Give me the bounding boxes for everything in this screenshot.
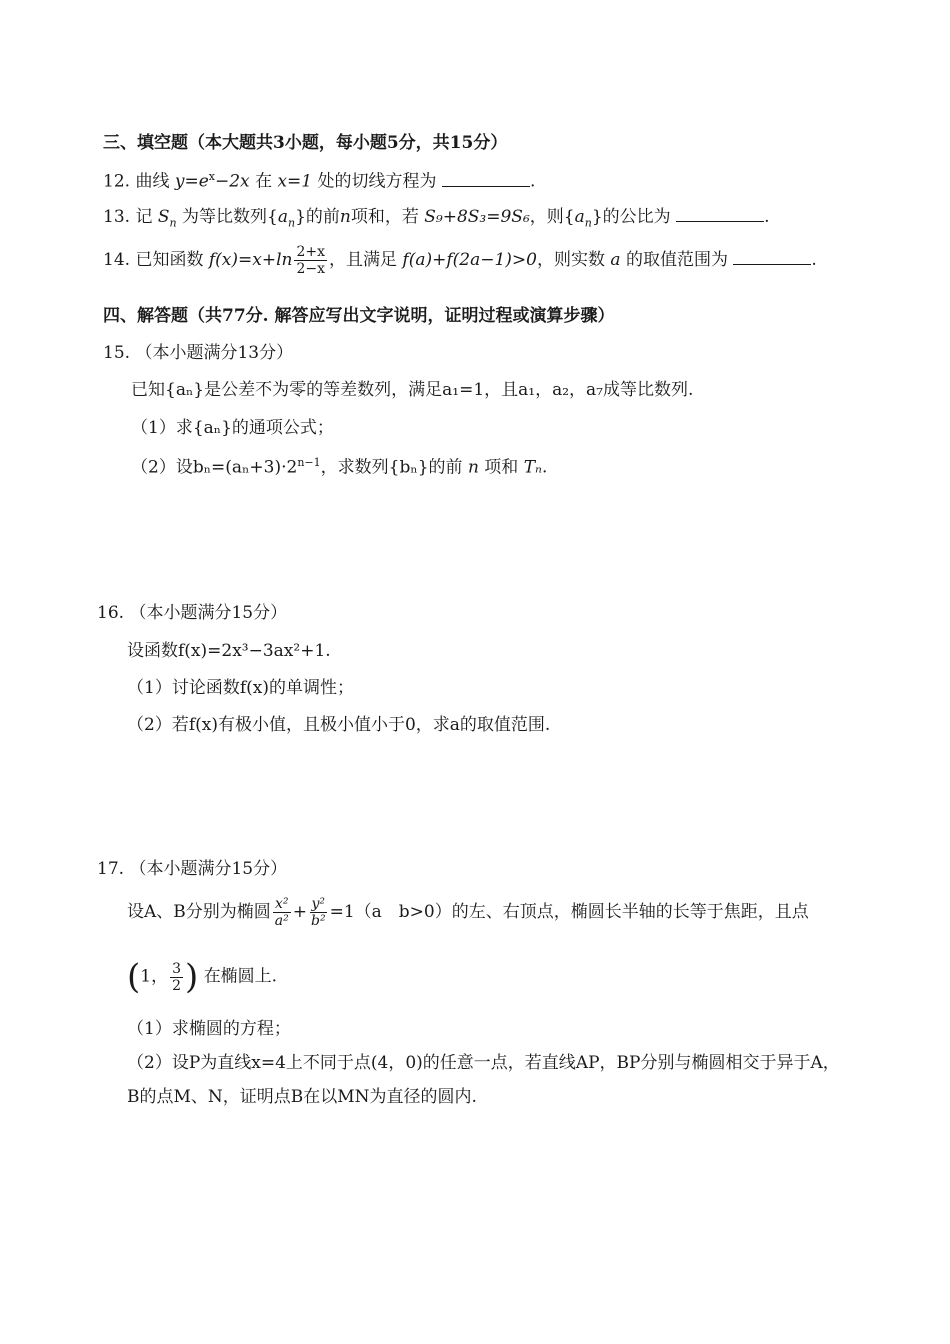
question-text: 处的切线方程为	[317, 171, 437, 192]
question-13	[103, 206, 769, 231]
question-number: 13.	[103, 207, 131, 227]
punctuation: .	[764, 207, 770, 227]
formula: a	[277, 207, 288, 227]
operator: +	[292, 902, 307, 923]
question-text: 在	[255, 171, 273, 192]
punctuation: .	[529, 171, 536, 192]
paren-left: (	[127, 957, 141, 997]
question-15-header	[103, 342, 293, 364]
formula: x=1	[277, 171, 313, 192]
question-14	[103, 244, 817, 277]
question-16-stem: 设函数f(x)=2x³−3ax²+1.	[127, 641, 331, 661]
answer-blank[interactable]	[676, 207, 764, 222]
fraction	[273, 896, 291, 929]
fraction	[170, 961, 183, 994]
question-15-stem: 已知{aₙ}是公差不为零的等差数列，满足a₁=1，且a₁，a₂，a₇成等比数列.	[131, 380, 694, 400]
question-17-part-2-line-1: （2）设P为直线x=4上不同于点(4，0)的任意一点，若直线AP，BP分别与椭圆相交于异于A，	[127, 1053, 840, 1073]
question-17-part-1: （1）求椭圆的方程；	[127, 1019, 291, 1039]
question-text: ，求数列{bₙ}的前	[320, 457, 463, 478]
question-text: ，则实数	[537, 250, 605, 271]
question-number: 12.	[103, 171, 131, 192]
formula-subscript: n	[287, 216, 296, 230]
fraction-numerator: x²	[275, 896, 289, 912]
punctuation: .	[811, 250, 817, 271]
formula: n	[467, 457, 479, 478]
fraction-denominator: a²	[274, 913, 289, 930]
formula: f(x)=x+ln	[208, 250, 293, 271]
formula-subscript: n	[169, 216, 177, 230]
formula: S	[157, 207, 170, 227]
formula: n	[339, 207, 351, 227]
question-17-header	[97, 858, 287, 880]
section-fill-blank-title: 三、填空题（本大题共3小题，每小题5分，共15分）	[103, 133, 508, 153]
question-17-stem-line-1	[127, 896, 809, 929]
question-16-part-1: （1）讨论函数f(x)的单调性；	[127, 678, 354, 698]
question-text: 曲线	[135, 171, 170, 192]
question-text: }的前	[295, 207, 340, 227]
fraction	[294, 244, 327, 277]
fraction-numerator: y²	[311, 896, 326, 912]
question-number: 15.	[103, 343, 131, 363]
question-16-part-2: （2）若f(x)有极小值，且极小值小于0，求a的取值范围.	[127, 715, 551, 735]
formula: a	[574, 207, 585, 227]
question-number: 16.	[97, 603, 125, 623]
fraction-denominator: 2−x	[296, 261, 326, 278]
fraction-numerator: 3	[172, 960, 182, 977]
question-score: （本小题满分15分）	[129, 603, 288, 623]
question-text: 设A、B分别为椭圆	[127, 902, 271, 923]
question-number: 17.	[97, 859, 125, 879]
question-text: 的取值范围为	[625, 250, 728, 271]
question-text: 项和	[484, 457, 519, 478]
question-17-stem-line-2	[127, 955, 277, 999]
fraction-denominator: b²	[311, 913, 326, 930]
question-text: 为等比数列{	[182, 207, 278, 227]
question-text: ，则{	[529, 207, 575, 227]
question-text: 已知函数	[135, 250, 204, 271]
formula-superscript: x	[208, 170, 215, 183]
fraction-numerator: 2+x	[296, 244, 326, 260]
formula: f(a)+f(2a−1)>0	[402, 250, 537, 271]
question-text: =1（a b>0）的左、右顶点，椭圆长半轴的长等于焦距，且点	[329, 902, 809, 923]
punctuation: .	[541, 457, 548, 478]
paren-right: )	[185, 957, 199, 997]
question-16-header	[97, 602, 287, 624]
formula-subscript: n	[584, 216, 592, 230]
formula-superscript: n−1	[297, 456, 321, 469]
question-number: 14.	[103, 250, 131, 271]
question-text: 记	[135, 207, 153, 227]
answer-blank[interactable]	[442, 172, 530, 187]
question-text: ，且满足	[329, 250, 398, 271]
question-score: （本小题满分15分）	[129, 859, 288, 879]
question-12	[103, 170, 535, 193]
formula: Tₙ	[523, 457, 542, 478]
question-15-part-1: （1）求{aₙ}的通项公式；	[131, 418, 334, 438]
fraction	[309, 896, 328, 929]
section-solve-title: 四、解答题（共77分. 解答应写出文字说明，证明过程或演算步骤）	[103, 306, 615, 326]
question-text: }的公比为	[591, 207, 671, 227]
fraction-denominator: 2	[172, 977, 182, 994]
point-coordinate: 1，	[140, 966, 169, 987]
question-15-part-2	[131, 456, 547, 479]
formula: −2x	[215, 171, 250, 192]
question-text: 项和，若	[350, 207, 419, 227]
question-score: （本小题满分13分）	[135, 343, 294, 363]
formula: y=e	[174, 171, 209, 192]
question-text: （2）设bₙ=(aₙ+3)·2	[131, 457, 298, 478]
formula: a	[610, 250, 621, 271]
formula: S₉+8S₃=9S₆	[424, 207, 530, 227]
question-17-part-2-line-2: B的点M、N，证明点B在以MN为直径的圆内.	[127, 1087, 477, 1107]
answer-blank[interactable]	[733, 250, 811, 265]
question-text: 在椭圆上.	[203, 966, 278, 987]
